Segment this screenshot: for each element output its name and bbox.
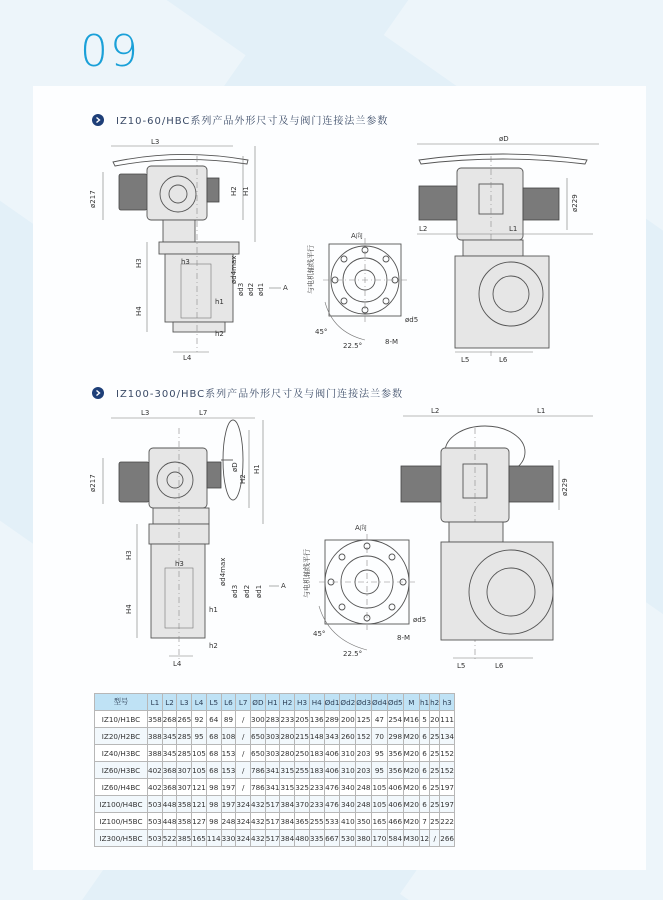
s1-label-d4max: ød4max xyxy=(230,255,238,284)
chevron-right-icon xyxy=(92,114,104,126)
model-cell: IZ10/H1BC xyxy=(95,711,148,728)
value-cell: 476 xyxy=(324,796,340,813)
value-cell: 448 xyxy=(162,813,177,830)
value-cell: / xyxy=(236,745,251,762)
value-cell: 136 xyxy=(309,711,324,728)
value-cell: 310 xyxy=(340,745,356,762)
s1-flange-view xyxy=(306,231,418,350)
value-cell: 266 xyxy=(440,830,455,847)
value-cell: 64 xyxy=(206,711,221,728)
s2-label-A: A xyxy=(281,582,286,590)
s1-label-L4: L4 xyxy=(183,354,192,362)
value-cell: 324 xyxy=(236,796,251,813)
value-cell: 121 xyxy=(192,796,207,813)
value-cell: 289 xyxy=(324,711,340,728)
value-cell: 203 xyxy=(356,762,372,779)
value-cell: 265 xyxy=(177,711,192,728)
value-cell: 233 xyxy=(280,711,295,728)
value-cell: 310 xyxy=(340,762,356,779)
value-cell: 341 xyxy=(265,779,280,796)
table-row xyxy=(95,779,455,796)
s2-flange-view xyxy=(302,523,426,658)
value-cell: 197 xyxy=(440,779,455,796)
s2-label-L3: L3 xyxy=(141,409,150,417)
value-cell: 47 xyxy=(372,711,388,728)
table-row xyxy=(95,813,455,830)
s2-label-L7: L7 xyxy=(199,409,208,417)
value-cell: 432 xyxy=(251,830,266,847)
table-header-cell: L5 xyxy=(206,694,221,711)
s2-label-h1: h1 xyxy=(209,606,218,614)
s1-label-parallel: 与电机轴线平行 xyxy=(307,245,315,294)
s2-label-H4: H4 xyxy=(125,604,133,614)
value-cell: 365 xyxy=(295,813,310,830)
value-cell: 153 xyxy=(221,762,236,779)
s1-label-h3: h3 xyxy=(181,258,190,266)
value-cell: 380 xyxy=(356,830,372,847)
value-cell: 222 xyxy=(440,813,455,830)
value-cell: 233 xyxy=(309,779,324,796)
value-cell: 350 xyxy=(356,813,372,830)
model-cell: IZ100/H4BC xyxy=(95,796,148,813)
section1-heading xyxy=(92,112,388,127)
table-header-cell: h1 xyxy=(419,694,429,711)
value-cell: 432 xyxy=(251,796,266,813)
value-cell: 517 xyxy=(265,813,280,830)
value-cell: / xyxy=(236,711,251,728)
value-cell: M16 xyxy=(403,711,419,728)
value-cell: 448 xyxy=(162,796,177,813)
s1-label-d1: ød1 xyxy=(257,282,265,296)
s2-label-L6: L6 xyxy=(495,662,504,670)
value-cell: 248 xyxy=(221,813,236,830)
value-cell: 476 xyxy=(324,779,340,796)
value-cell: 197 xyxy=(440,796,455,813)
s2-label-d3: ød3 xyxy=(231,584,239,598)
s1-label-L2: L2 xyxy=(419,225,428,233)
value-cell: 388 xyxy=(148,728,163,745)
value-cell: 25 xyxy=(430,728,440,745)
value-cell: 300 xyxy=(251,711,266,728)
value-cell: 197 xyxy=(221,779,236,796)
s1-label-L6: L6 xyxy=(499,356,508,364)
value-cell: 303 xyxy=(265,745,280,762)
value-cell: 345 xyxy=(162,745,177,762)
table-header-cell: L1 xyxy=(148,694,163,711)
s1-label-nM: 8-M xyxy=(385,338,399,346)
value-cell: 260 xyxy=(340,728,356,745)
value-cell: 340 xyxy=(340,779,356,796)
value-cell: 340 xyxy=(340,796,356,813)
table-header-cell: L2 xyxy=(162,694,177,711)
value-cell: 503 xyxy=(148,830,163,847)
value-cell: 6 xyxy=(419,796,429,813)
table-header-cell: H2 xyxy=(280,694,295,711)
s2-label-D: øD xyxy=(231,462,239,472)
s2-side-view xyxy=(401,407,593,670)
value-cell: 268 xyxy=(162,711,177,728)
value-cell: 152 xyxy=(356,728,372,745)
value-cell: 384 xyxy=(280,813,295,830)
value-cell: M20 xyxy=(403,728,419,745)
value-cell: 121 xyxy=(192,779,207,796)
model-cell: IZ20/H2BC xyxy=(95,728,148,745)
s1-label-L1: L1 xyxy=(509,225,518,233)
model-cell: IZ60/H4BC xyxy=(95,779,148,796)
value-cell: 667 xyxy=(324,830,340,847)
value-cell: 127 xyxy=(192,813,207,830)
section2-title: IZ100-300/HBC系列产品外形尺寸及与阀门连接法兰参数 xyxy=(116,389,404,400)
table-header-cell: H3 xyxy=(295,694,310,711)
table-header-cell: L7 xyxy=(236,694,251,711)
value-cell: 98 xyxy=(206,779,221,796)
value-cell: 786 xyxy=(251,779,266,796)
value-cell: 517 xyxy=(265,830,280,847)
value-cell: 368 xyxy=(162,762,177,779)
value-cell: 402 xyxy=(148,779,163,796)
value-cell: 105 xyxy=(192,745,207,762)
s2-label-H3: H3 xyxy=(125,550,133,560)
table-header-cell: Ød4 xyxy=(372,694,388,711)
value-cell: 307 xyxy=(177,762,192,779)
value-cell: 298 xyxy=(387,728,403,745)
table-header-cell: Ød1 xyxy=(324,694,340,711)
value-cell: 325 xyxy=(295,779,310,796)
value-cell: 111 xyxy=(440,711,455,728)
s2-label-d2: ød2 xyxy=(243,584,251,598)
s1-label-d2: ød2 xyxy=(247,282,255,296)
value-cell: 25 xyxy=(430,796,440,813)
s2-label-H2: H2 xyxy=(239,474,247,484)
table-header-cell: L6 xyxy=(221,694,236,711)
value-cell: 98 xyxy=(206,796,221,813)
s1-label-H3: H3 xyxy=(135,258,143,268)
value-cell: / xyxy=(430,830,440,847)
value-cell: 255 xyxy=(309,813,324,830)
table-header-cell: 型号 xyxy=(95,694,148,711)
value-cell: 315 xyxy=(280,762,295,779)
s2-label-d217: ø217 xyxy=(89,474,97,492)
value-cell: 114 xyxy=(206,830,221,847)
s2-label-h3: h3 xyxy=(175,560,184,568)
model-cell: IZ40/H3BC xyxy=(95,745,148,762)
s2-label-L1: L1 xyxy=(537,407,546,415)
value-cell: 358 xyxy=(148,711,163,728)
value-cell: 95 xyxy=(372,762,388,779)
value-cell: M20 xyxy=(403,779,419,796)
value-cell: 25 xyxy=(430,745,440,762)
value-cell: 203 xyxy=(356,745,372,762)
value-cell: 522 xyxy=(162,830,177,847)
value-cell: 432 xyxy=(251,813,266,830)
section2-heading xyxy=(92,385,403,400)
model-cell: IZ100/H5BC xyxy=(95,813,148,830)
table-header-cell: L3 xyxy=(177,694,192,711)
s1-label-d5: ød5 xyxy=(405,316,419,324)
value-cell: / xyxy=(236,728,251,745)
value-cell: 153 xyxy=(221,745,236,762)
value-cell: 105 xyxy=(192,762,207,779)
section2-technical-drawing xyxy=(33,400,646,680)
s1-label-H4: H4 xyxy=(135,306,143,316)
value-cell: 368 xyxy=(162,779,177,796)
s2-label-A-view: A向 xyxy=(355,524,367,532)
value-cell: 410 xyxy=(340,813,356,830)
table-header-cell: h3 xyxy=(440,694,455,711)
s2-label-parallel: 与电机轴线平行 xyxy=(303,549,311,598)
value-cell: 152 xyxy=(440,745,455,762)
value-cell: 388 xyxy=(148,745,163,762)
table-header-cell: h2 xyxy=(430,694,440,711)
table-header-cell: M xyxy=(403,694,419,711)
value-cell: 402 xyxy=(148,762,163,779)
value-cell: 303 xyxy=(265,728,280,745)
value-cell: 356 xyxy=(387,762,403,779)
s1-label-h2: h2 xyxy=(215,330,224,338)
s1-label-L5: L5 xyxy=(461,356,470,364)
s2-front-view xyxy=(89,409,286,668)
value-cell: 330 xyxy=(221,830,236,847)
value-cell: 530 xyxy=(340,830,356,847)
section1-title: IZ10-60/HBC系列产品外形尺寸及与阀门连接法兰参数 xyxy=(116,116,389,127)
s1-front-view xyxy=(89,138,288,362)
s2-label-angle225: 22.5° xyxy=(343,650,363,658)
s1-label-h1: h1 xyxy=(215,298,224,306)
s1-label-angle225: 22.5° xyxy=(343,342,363,350)
value-cell: 68 xyxy=(206,762,221,779)
table-header-cell: H1 xyxy=(265,694,280,711)
s2-label-L5: L5 xyxy=(457,662,466,670)
model-cell: IZ60/H3BC xyxy=(95,762,148,779)
value-cell: 358 xyxy=(177,813,192,830)
value-cell: 148 xyxy=(309,728,324,745)
s2-label-d1: ød1 xyxy=(255,584,263,598)
s2-label-L2: L2 xyxy=(431,407,440,415)
specification-table xyxy=(94,693,455,847)
value-cell: 650 xyxy=(251,745,266,762)
s1-label-H1: H1 xyxy=(242,186,250,196)
value-cell: 197 xyxy=(221,796,236,813)
s1-label-d217: ø217 xyxy=(89,190,97,208)
s2-label-h2: h2 xyxy=(209,642,218,650)
s2-label-L4: L4 xyxy=(173,660,182,668)
value-cell: 95 xyxy=(372,745,388,762)
s1-label-L3: L3 xyxy=(151,138,160,146)
table-header-cell: L4 xyxy=(192,694,207,711)
table-header-row xyxy=(95,694,455,711)
value-cell: 335 xyxy=(309,830,324,847)
table-row xyxy=(95,762,455,779)
value-cell: 12 xyxy=(419,830,429,847)
value-cell: 165 xyxy=(192,830,207,847)
value-cell: 6 xyxy=(419,779,429,796)
value-cell: 406 xyxy=(387,779,403,796)
table-body xyxy=(95,711,455,847)
value-cell: 285 xyxy=(177,745,192,762)
value-cell: 68 xyxy=(206,745,221,762)
value-cell: 7 xyxy=(419,813,429,830)
value-cell: 324 xyxy=(236,813,251,830)
value-cell: 343 xyxy=(324,728,340,745)
table-row xyxy=(95,745,455,762)
value-cell: 25 xyxy=(430,779,440,796)
value-cell: 95 xyxy=(192,728,207,745)
value-cell: 370 xyxy=(295,796,310,813)
value-cell: 105 xyxy=(372,796,388,813)
chevron-right-icon xyxy=(92,387,104,399)
value-cell: 255 xyxy=(295,762,310,779)
s1-label-d229: ø229 xyxy=(571,194,579,212)
s2-label-d229: ø229 xyxy=(561,478,569,496)
table-row xyxy=(95,796,455,813)
value-cell: 280 xyxy=(280,745,295,762)
value-cell: 5 xyxy=(419,711,429,728)
table-row xyxy=(95,830,455,847)
value-cell: 20 xyxy=(430,711,440,728)
value-cell: 183 xyxy=(309,745,324,762)
value-cell: 384 xyxy=(280,796,295,813)
value-cell: 248 xyxy=(356,779,372,796)
value-cell: 6 xyxy=(419,728,429,745)
value-cell: M20 xyxy=(403,796,419,813)
value-cell: 215 xyxy=(295,728,310,745)
value-cell: 345 xyxy=(162,728,177,745)
value-cell: 406 xyxy=(387,796,403,813)
value-cell: 200 xyxy=(340,711,356,728)
value-cell: 170 xyxy=(372,830,388,847)
model-cell: IZ300/H5BC xyxy=(95,830,148,847)
value-cell: 584 xyxy=(387,830,403,847)
value-cell: 324 xyxy=(236,830,251,847)
page-number: 09 xyxy=(80,26,140,77)
value-cell: 285 xyxy=(177,728,192,745)
s2-label-nM: 8-M xyxy=(397,634,411,642)
value-cell: 385 xyxy=(177,830,192,847)
value-cell: 280 xyxy=(280,728,295,745)
value-cell: 786 xyxy=(251,762,266,779)
value-cell: 6 xyxy=(419,745,429,762)
value-cell: 134 xyxy=(440,728,455,745)
table-header-cell: Ød2 xyxy=(340,694,356,711)
value-cell: 233 xyxy=(309,796,324,813)
value-cell: 503 xyxy=(148,813,163,830)
value-cell: 248 xyxy=(356,796,372,813)
value-cell: 68 xyxy=(206,728,221,745)
value-cell: 25 xyxy=(430,813,440,830)
table-header-cell: Ød3 xyxy=(356,694,372,711)
value-cell: 358 xyxy=(177,796,192,813)
value-cell: 356 xyxy=(387,745,403,762)
value-cell: 25 xyxy=(430,762,440,779)
value-cell: 406 xyxy=(324,762,340,779)
value-cell: 283 xyxy=(265,711,280,728)
value-cell: 6 xyxy=(419,762,429,779)
value-cell: 108 xyxy=(221,728,236,745)
table-row xyxy=(95,728,455,745)
value-cell: 125 xyxy=(356,711,372,728)
value-cell: 254 xyxy=(387,711,403,728)
table-header-cell: ØD xyxy=(251,694,266,711)
value-cell: 384 xyxy=(280,830,295,847)
value-cell: M20 xyxy=(403,745,419,762)
s1-label-angle45: 45° xyxy=(315,328,328,336)
value-cell: 152 xyxy=(440,762,455,779)
value-cell: 250 xyxy=(295,745,310,762)
value-cell: M30 xyxy=(403,830,419,847)
value-cell: 89 xyxy=(221,711,236,728)
value-cell: 307 xyxy=(177,779,192,796)
table-header-cell: H4 xyxy=(309,694,324,711)
table-row xyxy=(95,711,455,728)
value-cell: 315 xyxy=(280,779,295,796)
table-header-cell: Ød5 xyxy=(387,694,403,711)
value-cell: 466 xyxy=(387,813,403,830)
s2-label-d5: ød5 xyxy=(413,616,427,624)
s1-side-view xyxy=(417,135,599,364)
value-cell: M20 xyxy=(403,813,419,830)
s1-label-A-view: A向 xyxy=(351,232,363,240)
value-cell: 183 xyxy=(309,762,324,779)
value-cell: 480 xyxy=(295,830,310,847)
value-cell: 205 xyxy=(295,711,310,728)
value-cell: 70 xyxy=(372,728,388,745)
value-cell: M20 xyxy=(403,762,419,779)
s1-label-H2: H2 xyxy=(230,186,238,196)
s2-label-H1: H1 xyxy=(253,464,261,474)
value-cell: 533 xyxy=(324,813,340,830)
section1-technical-drawing xyxy=(33,126,646,376)
value-cell: 406 xyxy=(324,745,340,762)
value-cell: 165 xyxy=(372,813,388,830)
s1-label-D: øD xyxy=(499,135,509,143)
value-cell: 503 xyxy=(148,796,163,813)
value-cell: 92 xyxy=(192,711,207,728)
s1-label-d3: ød3 xyxy=(237,282,245,296)
value-cell: 341 xyxy=(265,762,280,779)
s2-label-d4max: ød4max xyxy=(219,557,227,586)
value-cell: 98 xyxy=(206,813,221,830)
value-cell: 105 xyxy=(372,779,388,796)
value-cell: / xyxy=(236,762,251,779)
value-cell: 517 xyxy=(265,796,280,813)
value-cell: 650 xyxy=(251,728,266,745)
s1-label-A: A xyxy=(283,284,288,292)
value-cell: / xyxy=(236,779,251,796)
s2-label-angle45: 45° xyxy=(313,630,326,638)
